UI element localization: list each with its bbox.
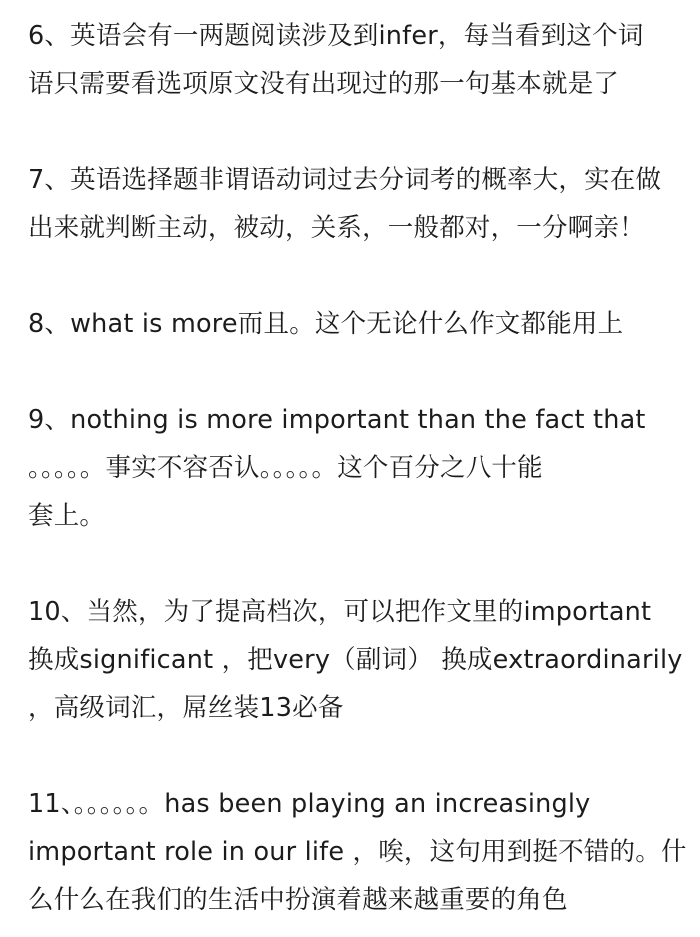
tip-line: 9、nothing is more important than the fact that <box>28 405 646 435</box>
tip-line: 11、。。。。。。has been playing an increasingly <box>28 789 591 819</box>
tip-line: 语只需要看选项原文没有出现过的那一句基本就是了 <box>28 69 620 99</box>
tip-line: 6、英语会有一两题阅读涉及到infer，每当看到这个词 <box>28 21 644 51</box>
tip-item-10 <box>28 588 683 732</box>
paragraph-gap <box>28 732 678 780</box>
tip-line: 换成significant ，把very（副词） 换成extraordinarily <box>28 645 683 675</box>
tip-line: 8、what is more而且。这个无论什么作文都能用上 <box>28 309 624 339</box>
tip-item-9 <box>28 396 678 540</box>
tip-line: 套上。 <box>28 501 106 531</box>
tip-line: 10、当然，为了提高档次，可以把作文里的important <box>28 597 652 627</box>
tip-line: 出来就判断主动，被动，关系，一般都对，一分啊亲！ <box>28 213 645 243</box>
tip-line: 7、英语选择题非谓语动词过去分词考的概率大，实在做 <box>28 165 662 195</box>
tip-line: important role in our life ，唉，这句用到挺不错的。什 <box>28 837 687 867</box>
tip-item-6 <box>28 12 678 108</box>
tip-line: ，高级词汇，屌丝装13必备 <box>28 693 344 723</box>
paragraph-gap <box>28 252 678 300</box>
tip-line: 。。。。。事实不容否认。。。。。这个百分之八十能 <box>28 453 543 483</box>
tip-item-7 <box>28 156 678 252</box>
tip-item-11 <box>28 780 687 924</box>
tip-item-8 <box>28 300 678 348</box>
paragraph-gap <box>28 348 678 396</box>
tip-line: 么什么在我们的生活中扮演着越来越重要的角色 <box>28 885 568 915</box>
paragraph-gap <box>28 108 678 156</box>
paragraph-gap <box>28 540 678 588</box>
